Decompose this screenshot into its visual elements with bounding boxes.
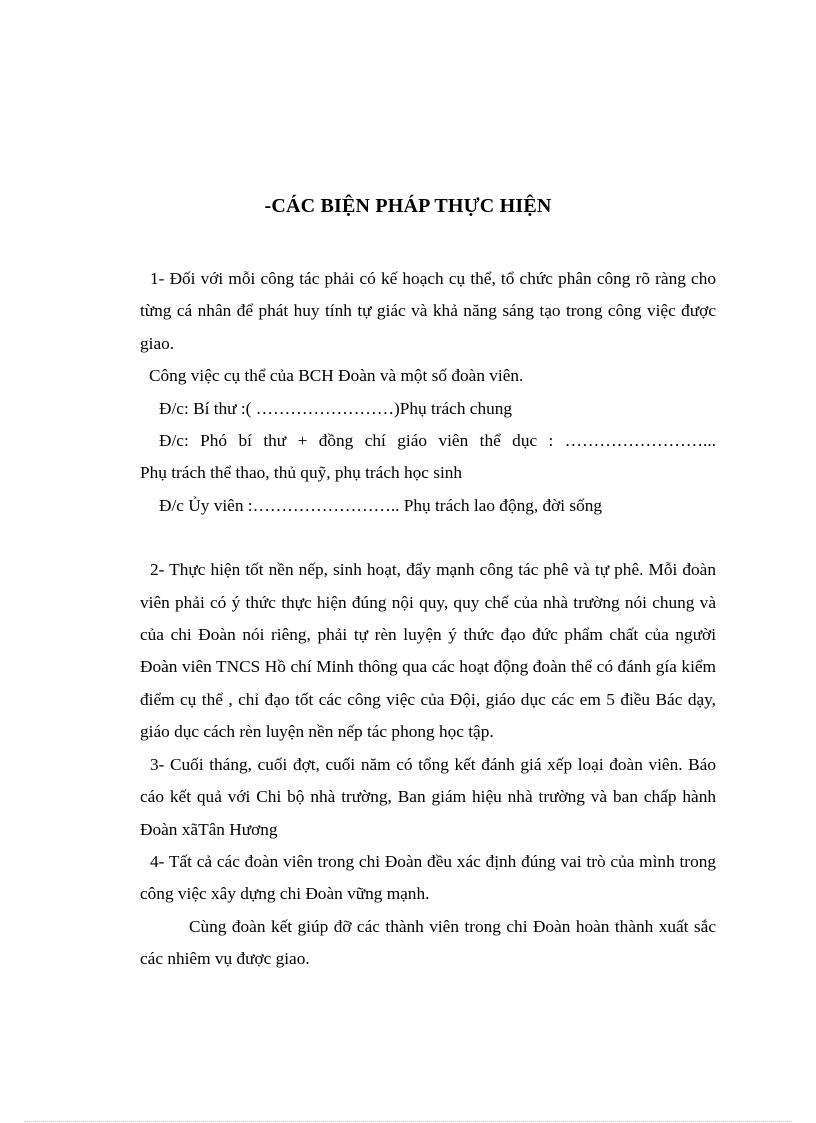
paragraph-3: Đ/c: Bí thư :( ……………………)Phụ trách chung: [159, 398, 513, 418]
paragraph-7: 3- Cuối tháng, cuối đợt, cuối năm có tổng kết đánh giá xếp loại đoàn viên. Báo cáo kết quả với Chi bộ nhà trường, Ban giám hiệu nhà trường và ban chấp hành Đoàn xãTân Hương: [140, 754, 716, 839]
blank-line: [140, 522, 716, 554]
document-body: [140, 263, 716, 976]
section-title: -CÁC BIỆN PHÁP THỰC HIỆN: [264, 195, 552, 217]
paragraph-2: Công việc cụ thể của BCH Đoàn và một số đoàn viên.: [149, 366, 524, 386]
paragraph-1: 1- Đối với mỗi công tác phải có kế hoạch cụ thể, tổ chức phân công rõ ràng cho từng cá nhân để phát huy tính tự giác và khả năng sáng tạo trong công việc được giao.: [140, 269, 716, 353]
paragraph-5: Đ/c Ủy viên :…………………….. Phụ trách lao động, đời sống: [159, 495, 603, 515]
paragraph-4-line-1: Đ/c: Phó bí thư + đồng chí giáo viên thể dục : ……………………...: [159, 431, 716, 451]
paragraph-6: 2- Thực hiện tốt nền nếp, sinh hoạt, đẩy mạnh công tác phê và tự phê. Mỗi đoàn viên phải có ý thức thực hiện đúng nội quy, quy chế của nhà trường nói chung và của chi Đoàn nói riêng, phải tự rèn luyện ý thức đạo đức phẩm chất của người Đoàn viên TNCS Hồ chí Minh thông qua các hoạt động đoàn thể có đánh gía kiểm điểm cụ thể , chỉ đạo tốt các công việc của Đội, giáo dục các em 5 điều Bác dạy, giáo dục cách rèn luyện nền nếp tác phong học tập.: [140, 560, 716, 742]
page-bottom-divider: [24, 1121, 792, 1122]
paragraph-8: 4- Tất cả các đoàn viên trong chi Đoàn đều xác định đúng vai trò của mình trong công việc xây dựng chi Đoàn vững mạnh.: [140, 851, 716, 904]
paragraph-4-line-2: Phụ trách thể thao, thủ quỹ, phụ trách học sinh: [140, 463, 463, 483]
paragraph-9: Cùng đoàn kết giúp đỡ các thành viên trong chi Đoàn hoàn thành xuất sắc các nhiêm vụ được giao.: [140, 916, 716, 969]
